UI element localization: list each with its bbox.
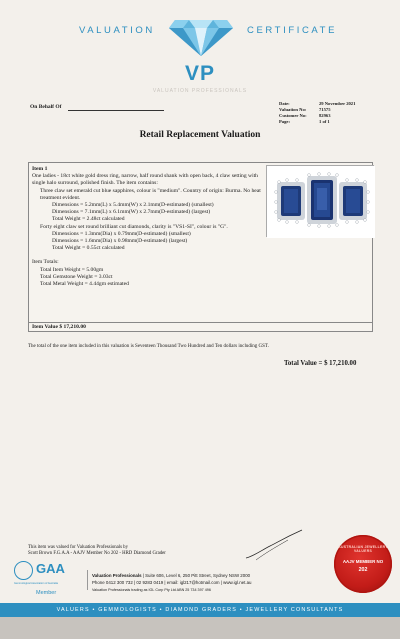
meta-value: 29 November 2021 xyxy=(319,101,356,106)
document-title: Retail Replacement Valuation xyxy=(139,130,261,140)
total-sentence: The total of the one item included in this valuation is Seventeen Thousand Two Hundred and Ten dollars including GST. xyxy=(28,344,269,349)
meta-label: Date: xyxy=(279,101,290,106)
header-certificate: CERTIFICATE xyxy=(247,25,338,36)
aajv-seal xyxy=(334,535,392,593)
gaa-logo: GAA xyxy=(36,561,65,576)
vp-logo-subtext: VALUATION PROFESSIONALS xyxy=(152,88,248,94)
seal-top-text: AUSTRALIAN JEWELLERY VALUERS xyxy=(338,545,388,553)
gaa-emblem-icon xyxy=(14,561,33,580)
gaa-subtitle: Gemmological Association of Australia xyxy=(14,582,58,585)
diamond-dimension-smallest: Dimensions = 1.3mm(Dia) x 0.79mm(D-estimated) (smallest) xyxy=(52,230,191,237)
sapphire-dimension-smallest: Dimensions = 5.2mm(L) x 5.4mm(W) x 2.1mm(D-estimated) (smallest) xyxy=(52,202,214,209)
total-gemstone-weight: Total Gemstone Weight = 3.03ct xyxy=(40,273,113,280)
sapphire-total-weight: Total Weight = 2.48ct calculated xyxy=(52,216,125,223)
signoff-line-1: This item was valued for Valuation Professionals by xyxy=(28,545,128,550)
diamond-dimension-largest: Dimensions = 1.6mm(Dia) x 0.98mm(D-estimated) (largest) xyxy=(52,238,188,245)
footer-edge xyxy=(0,617,400,639)
diamond-total-weight: Total Weight = 0.55ct calculated xyxy=(52,245,125,252)
contact-block xyxy=(92,573,251,593)
item-box xyxy=(28,162,373,332)
ring-photo xyxy=(266,165,374,237)
item-totals-heading: Item Totals: xyxy=(32,259,59,266)
meta-value: 1 of 1 xyxy=(319,119,330,125)
company-name: Valuation Professionals xyxy=(92,573,142,578)
seal-member-text: AAJV MEMBER NO xyxy=(342,559,384,564)
signoff-line-2: Scott Brown F.G.A.A - AAJV Member No 202 - HRD Diamond Grader xyxy=(28,551,166,556)
item-description xyxy=(32,166,262,288)
total-value: Total Value = $ 17,210.00 xyxy=(284,360,357,367)
total-item-weight: Total Item Weight = 5.00gm xyxy=(40,266,104,273)
meta-label: Page: xyxy=(279,119,290,125)
total-metal-weight: Total Metal Weight = 4.44gm estimated xyxy=(40,281,129,288)
signoff-block xyxy=(28,545,166,557)
company-address: | Suite 606, Level 6, 250 Pitt Street, Sydney NSW 2000 xyxy=(141,573,251,578)
contact-address-line xyxy=(92,573,251,580)
item-heading: Item 1 xyxy=(32,166,48,172)
item-value: Item Value $ 17,210.00 xyxy=(32,324,86,330)
footer-bar: VALUERS • GEMMOLOGISTS • DIAMOND GRADERS • JEWELLERY CONSULTANTS xyxy=(0,603,400,617)
seal-member-number: 202 xyxy=(358,567,368,573)
sapphire-description: Three claw set emerald cut blue sapphires, colour is "medium". Country of origin: Burma. No heat treatment evident. xyxy=(40,187,261,201)
diamond-description: Forty eight claw set round brilliant cut diamonds, clarity is "VS1-SI", colour is "G". xyxy=(40,223,228,230)
ring-image xyxy=(267,166,375,238)
header-valuation: VALUATION xyxy=(79,25,155,36)
contact-phone: Phone 0412 300 732 | 02 9283 0419 | email: igl217@hotmail.com | www.igl.net.au xyxy=(92,579,252,585)
item-intro: One ladies - 18ct white gold dress ring, narrow, half round shank with open back, 4 claw setting with single halo surround, polished finish. The item contains: xyxy=(32,173,258,187)
footer-divider xyxy=(87,570,88,590)
gaa-member-label: Member xyxy=(36,590,57,596)
meta-value: 71575 xyxy=(319,107,331,113)
meta-row-page xyxy=(279,119,355,125)
on-behalf-of-label: On Behalf Of xyxy=(30,104,62,110)
sapphire-dimension-largest: Dimensions = 7.1mm(L) x 6.1mm(W) x 2.7mm(D-estimated) (largest) xyxy=(52,209,211,216)
meta-block xyxy=(279,101,355,125)
behalf-signature-line xyxy=(68,110,164,111)
signature xyxy=(244,528,304,564)
meta-value: 82963 xyxy=(319,113,331,119)
contact-trading: Valuation Professionals trading as IGL Corp Pty Ltd ABN 25 734 397 496 xyxy=(92,587,211,592)
meta-label: Customer No: xyxy=(279,113,307,119)
diamond-logo-icon xyxy=(167,14,235,58)
vp-logo: VP xyxy=(184,62,215,85)
meta-label: Valuation No: xyxy=(279,107,307,113)
